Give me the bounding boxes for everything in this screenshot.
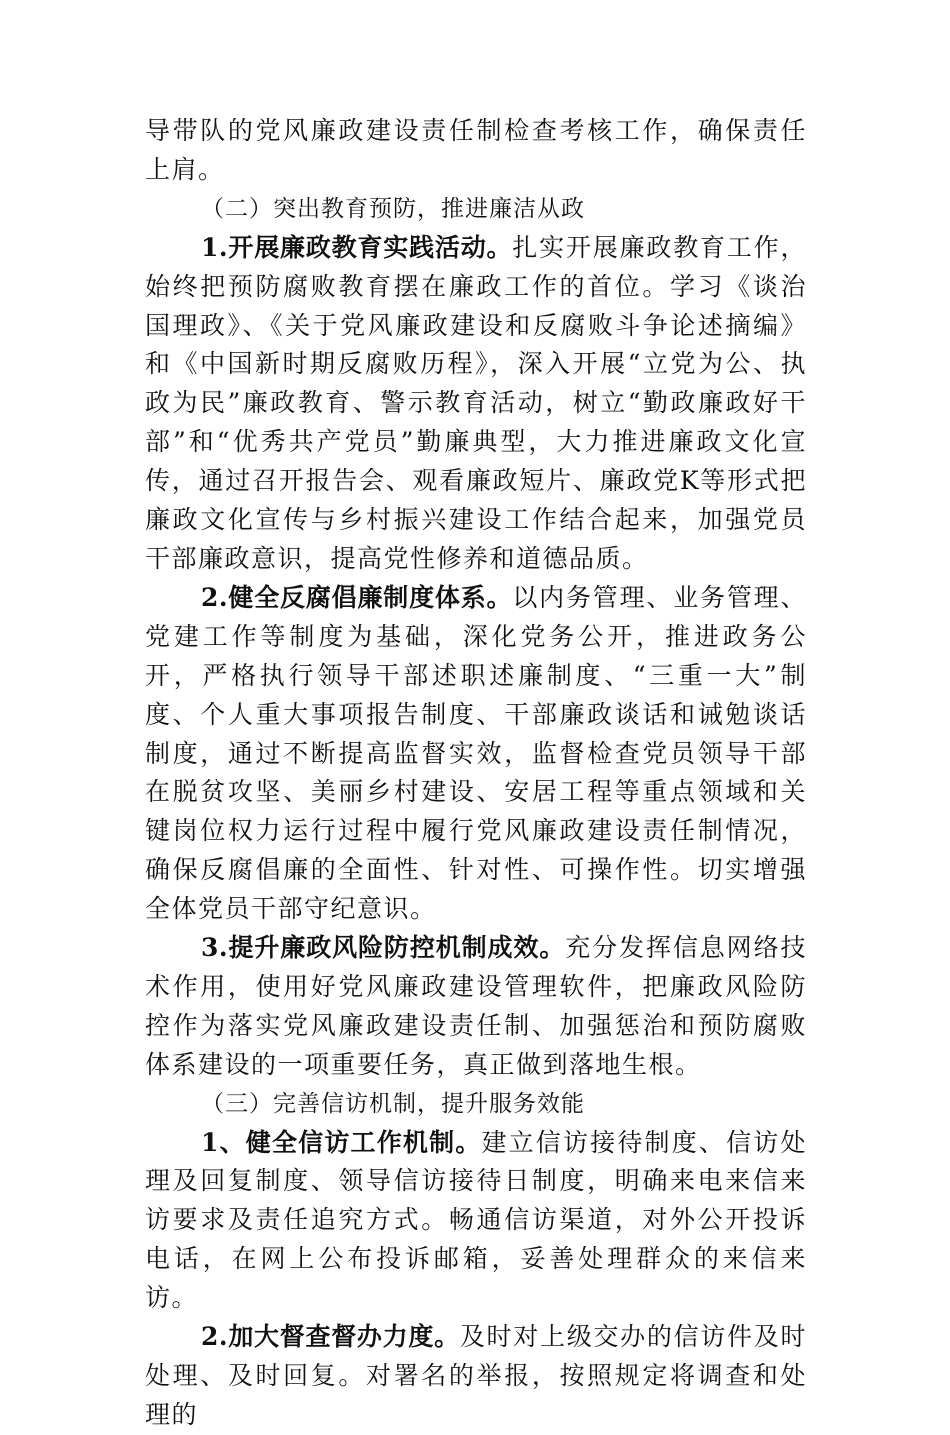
paragraph-anti-corruption-system <box>145 579 807 929</box>
paragraph-continuation <box>145 112 807 190</box>
paragraph-text: 建立信访接待制度、信访处理及回复制度、领导信访接待日制度，明确来电来信来访要求及责任追究方式。畅通信访渠道，对外公开投诉电话，在网上公布投诉邮箱，妥善处理群众的来信来访。 <box>145 1127 807 1313</box>
paragraph-text: 以内务管理、业务管理、党建工作等制度为基础，深化党务公开，推进政务公开，严格执行领导干部述职述廉制度、“三重一大”制度、个人重大事项报告制度、干部廉政谈话和诫勉谈话制度，通过不断提高监督实效，监督检查党员领导干部在脱贫攻坚、美丽乡村建设、安居工程等重点领域和关键岗位权力运行过程中履行党风廉政建设责任制情况，确保反腐倡廉的全面性、针对性、可操作性。切实增强全体党员干部守纪意识。 <box>145 582 807 924</box>
paragraph-text: 充分发挥信息网络技术作用，使用好党风廉政建设管理软件，把廉政风险防控作为落实党风廉政建设责任制、加强惩治和预防腐败体系建设的一项重要任务，真正做到落地生根。 <box>145 933 807 1079</box>
paragraph-petition-mechanism <box>145 1124 807 1319</box>
paragraph-lead: 3.提升廉政风险防控机制成效。 <box>201 933 566 963</box>
paragraph-education-practice <box>145 229 807 579</box>
paragraph-lead: 1、健全信访工作机制。 <box>201 1127 482 1157</box>
paragraph-risk-control <box>145 929 807 1085</box>
section-heading-text: （二）突出教育预防，推进廉洁从政 <box>201 195 585 222</box>
section-heading-text: （三）完善信访机制，提升服务效能 <box>201 1090 585 1117</box>
document-page <box>145 112 807 1435</box>
paragraph-text: 扎实开展廉政教育工作，始终把预防腐败教育摆在廉政工作的首位。学习《谈治国理政》、《关于党风廉政建设和反腐败斗争论述摘编》和《中国新时期反腐败历程》，深入开展“立党为公、执政为民”廉政教育、警示教育活动，树立“勤政廉政好干部”和“优秀共产党员”勤廉典型，大力推进廉政文化宣传，通过召开报告会、观看廉政短片、廉政党K等形式把廉政文化宣传与乡村振兴建设工作结合起来，加强党员干部廉政意识，提高党性修养和道德品质。 <box>145 232 807 573</box>
paragraph-lead: 1.开展廉政教育实践活动。 <box>201 232 513 262</box>
paragraph-lead: 2.加大督查督办力度。 <box>201 1322 460 1352</box>
section-heading-2 <box>145 190 807 229</box>
paragraph-text: 及时对上级交办的信访件及时处理、及时回复。对署名的举报，按照规定将调查和处理的 <box>145 1322 807 1429</box>
paragraph-lead: 2.健全反腐倡廉制度体系。 <box>201 582 513 612</box>
paragraph-supervision <box>145 1318 807 1435</box>
section-heading-3 <box>145 1085 807 1124</box>
paragraph-text: 导带队的党风廉政建设责任制检查考核工作，确保责任上肩。 <box>145 116 807 184</box>
